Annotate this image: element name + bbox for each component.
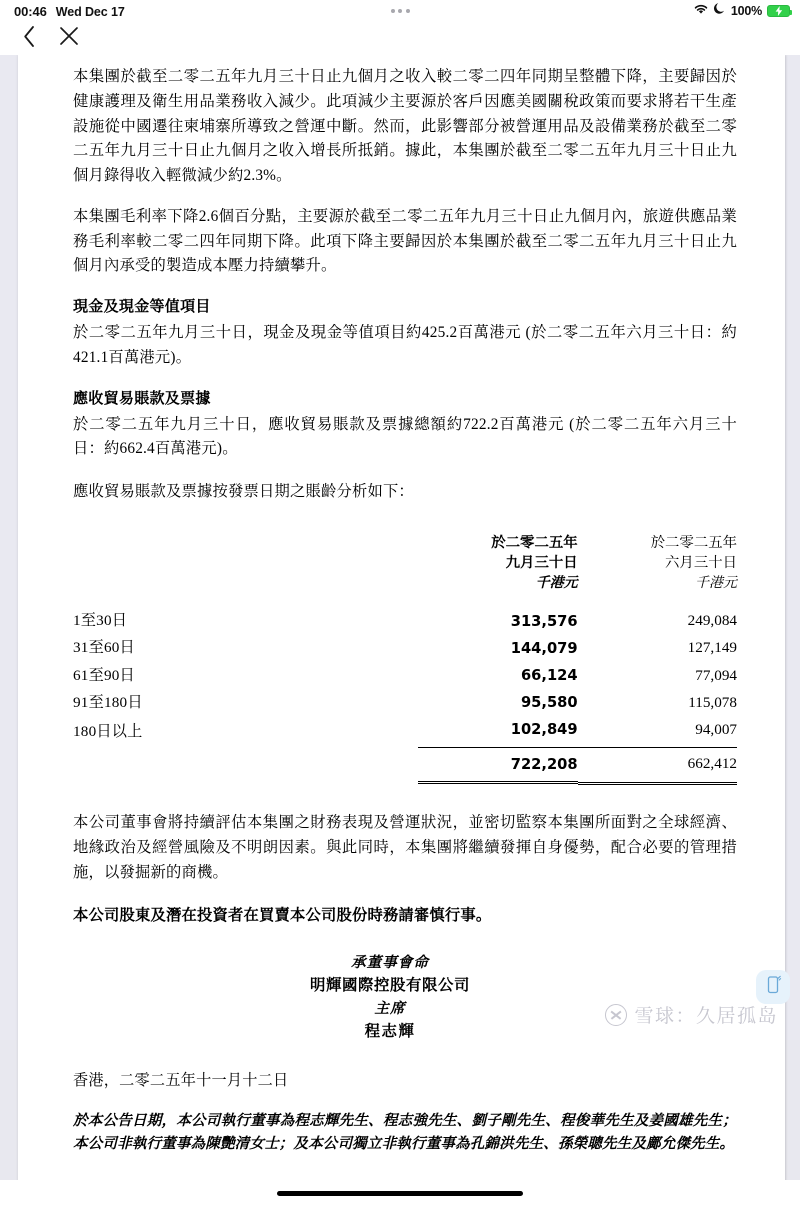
close-x-icon xyxy=(59,26,79,51)
section-heading-receivables: 應收貿易賬款及票據 xyxy=(73,388,211,407)
table-row xyxy=(73,608,737,635)
table-body xyxy=(73,608,737,785)
paragraph-revenue: 本集團於截至二零二五年九月三十日止九個月之收入較二零二四年同期呈整體下降，主要歸因於健康護理及衛生用品業務收入減少。此項減少主要源於客戶因應美國關稅政策而要求將若干生產設施從中國遷往柬埔寨所導致之營運中斷。然而，此影響部分被營運用品及設備業務於截至二零二五年九月三十日止九個月之收入增長所抵銷。據此，本集團於截至二零二五年九月三十日止九個月錄得收入輕微減少約2.3%。 xyxy=(73,68,737,185)
paragraph-aging-leadin: 應收貿易賬款及票據按發票日期之賬齡分析如下： xyxy=(73,483,414,501)
paragraph-receivables: 於二零二五年九月三十日，應收貿易賬款及票據總額約722.2百萬港元 (於二零二五年六月三十日：約662.4百萬港元)。 xyxy=(73,415,737,458)
mobile-device-icon xyxy=(765,975,781,999)
row-previous-value: 127,149 xyxy=(687,639,737,657)
signature-block xyxy=(73,952,737,1043)
header-current-unit: 千港元 xyxy=(535,574,578,591)
header-current-period xyxy=(418,533,577,608)
paragraph-cash: 於二零二五年九月三十日，現金及現金等值項目約425.2百萬港元 (於二零二五年六月三十日：約421.1百萬港元)。 xyxy=(73,324,737,366)
paragraph-outlook: 本公司董事會將持續評估本集團之財務表現及營運狀況，並密切監察本集團所面對之全球經濟、地緣政治及經營風險及不明朗因素。與此同時，本集團將繼續發揮自身優勢，配合必要的管理措施，以發掘新的商機。 xyxy=(73,814,737,881)
status-time: 00:46 xyxy=(14,3,47,19)
table-row xyxy=(73,716,737,748)
row-previous-value: 77,094 xyxy=(695,666,737,684)
section-heading-cash: 現金及現金等值項目 xyxy=(73,297,211,316)
table-header-row xyxy=(73,533,737,608)
header-previous-line1: 於二零二五年 xyxy=(650,534,737,551)
table-total-row xyxy=(73,748,737,785)
place-and-date: 香港，二零二五年十一月十二日 xyxy=(73,1072,289,1090)
row-current-value: 144,079 xyxy=(510,639,578,657)
status-date: Wed Dec 17 xyxy=(55,4,125,19)
total-current-text: 722,208 xyxy=(510,755,578,773)
signature-role: 主席 xyxy=(374,1000,406,1017)
row-label: 31至60日 xyxy=(73,639,135,657)
status-bar-right xyxy=(693,2,790,20)
navigation-bar xyxy=(0,22,800,55)
row-previous-value: 115,078 xyxy=(688,693,737,711)
chevron-left-icon xyxy=(23,26,36,52)
row-previous-value: 249,084 xyxy=(687,612,737,630)
row-current-text: 102,849 xyxy=(510,721,578,739)
signature-name: 程志輝 xyxy=(364,1021,416,1040)
row-previous-text: 94,007 xyxy=(695,720,737,738)
total-previous-value xyxy=(578,748,737,785)
row-label: 61至90日 xyxy=(73,666,135,684)
signature-by-order: 承董事會命 xyxy=(351,955,429,972)
table-row xyxy=(73,635,737,662)
header-previous-period xyxy=(578,533,737,608)
status-bar-left xyxy=(0,4,125,19)
subtotal-rule xyxy=(418,747,577,748)
battery-percent-label: 100% xyxy=(730,4,762,18)
document-viewport[interactable] xyxy=(0,55,800,1152)
row-current-value: 95,580 xyxy=(520,694,578,712)
table-header xyxy=(73,533,737,608)
table-row xyxy=(73,662,737,689)
crescent-moon-icon xyxy=(714,2,726,20)
paragraph-gross-margin: 本集團毛利率下降2.6個百分點，主要源於截至二零二五年九月三十日止九個月內，旅遊供應品業務毛利率較二零二四年同期下降。此項下降主要歸因於本集團於截至二零二五年九月三十日止九個月內承受的製造成本壓力持續攀升。 xyxy=(73,207,737,275)
header-previous-line2: 六月三十日 xyxy=(665,555,737,572)
close-button[interactable] xyxy=(54,24,84,54)
signature-company: 明輝國際控股有限公司 xyxy=(310,976,470,995)
back-button[interactable] xyxy=(14,24,44,54)
table-row xyxy=(73,689,737,716)
header-blank xyxy=(73,533,418,608)
row-label: 91至180日 xyxy=(73,693,143,711)
total-current-value xyxy=(418,748,577,785)
header-current-line1: 於二零二五年 xyxy=(491,534,578,551)
row-previous-value xyxy=(578,716,737,748)
paragraph-shareholder-warning: 本公司股東及潛在投資者在買賣本公司股份時務請審慎行事。 xyxy=(73,906,492,925)
row-current-value: 313,576 xyxy=(510,612,578,630)
mobile-view-button[interactable] xyxy=(756,970,790,1004)
three-dots-icon-3 xyxy=(406,9,410,13)
watermark-text: 雪球：久居孤岛 xyxy=(634,1005,778,1027)
home-indicator-area xyxy=(0,1180,800,1207)
header-current-line2: 九月三十日 xyxy=(505,555,578,572)
three-dots-icon-2 xyxy=(398,9,402,13)
total-previous-text: 662,412 xyxy=(687,755,737,773)
row-current-value: 66,124 xyxy=(520,666,578,684)
status-bar xyxy=(0,0,800,22)
total-label xyxy=(73,748,418,785)
row-current-value xyxy=(418,716,577,748)
home-indicator[interactable] xyxy=(277,1191,523,1196)
paragraph-directors: 於本公告日期，本公司執行董事為程志輝先生、程志強先生、劉子剛先生、程俊華先生及姜國雄先生；本公司非執行董事為陳艷清女士；及本公司獨立非執行董事為孔錦洪先生、孫榮聰先生及鄺允傑先生。 xyxy=(73,1112,737,1152)
total-double-rule xyxy=(578,782,737,785)
row-label: 180日以上 xyxy=(73,723,143,741)
header-previous-unit: 千港元 xyxy=(695,575,737,591)
aging-analysis-table xyxy=(73,533,737,785)
document-page xyxy=(18,55,785,1207)
battery-charging-icon xyxy=(767,5,790,17)
total-double-rule xyxy=(418,781,577,784)
row-label: 1至30日 xyxy=(73,612,128,630)
three-dots-icon xyxy=(391,9,395,13)
wifi-icon xyxy=(693,2,709,20)
